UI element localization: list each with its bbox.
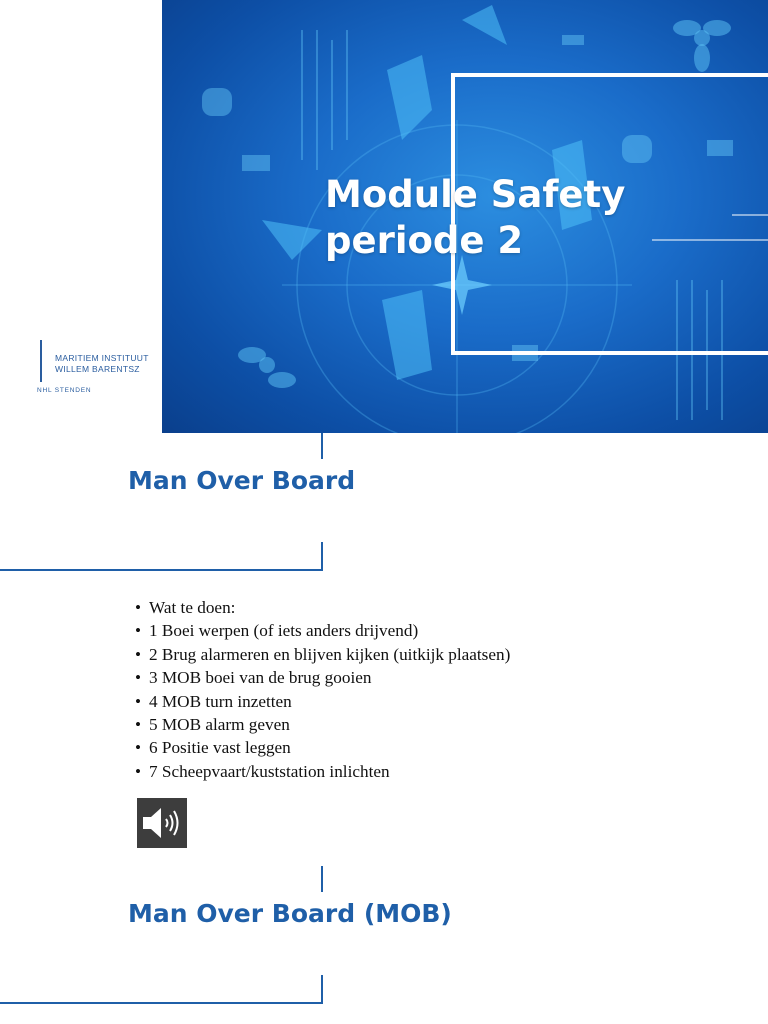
list-item-text: 6 Positie vast leggen bbox=[149, 738, 291, 758]
list-item-text: 4 MOB turn inzetten bbox=[149, 691, 292, 711]
divider-line bbox=[321, 433, 323, 459]
audio-button[interactable] bbox=[137, 798, 187, 848]
list-item: • 7 Scheepvaart/kuststation inlichten bbox=[135, 761, 390, 781]
list-item-text: 7 Scheepvaart/kuststation inlichten bbox=[149, 761, 390, 781]
divider-line bbox=[0, 569, 323, 571]
logo-bar bbox=[40, 340, 42, 382]
divider-line bbox=[321, 542, 323, 570]
list-item-text: Wat te doen: bbox=[149, 598, 236, 617]
logo-line-2: WILLEM BARENTSZ bbox=[55, 364, 140, 374]
section-title: Man Over Board (MOB) bbox=[128, 899, 452, 928]
list-item-text: 5 MOB alarm geven bbox=[149, 715, 290, 735]
divider-line bbox=[321, 975, 323, 1003]
divider-line bbox=[0, 1002, 323, 1004]
speaker-icon bbox=[137, 798, 187, 848]
list-item: • Wat te doen: bbox=[135, 598, 236, 617]
list-item: • 1 Boei werpen (of iets anders drijvend) bbox=[135, 621, 419, 641]
divider-line bbox=[321, 866, 323, 892]
section-header-2 bbox=[0, 866, 768, 1006]
list-item: • 5 MOB alarm geven bbox=[135, 715, 290, 735]
list-item: • 3 MOB boei van de brug gooien bbox=[135, 668, 372, 688]
hero-illustration bbox=[162, 0, 768, 433]
list-item-text: 2 Brug alarmeren en blijven kijken (uitkijk plaatsen) bbox=[149, 644, 511, 664]
section-header-1 bbox=[0, 433, 768, 573]
list-item-text: 1 Boei werpen (of iets anders drijvend) bbox=[149, 621, 419, 641]
title-slide bbox=[0, 0, 768, 433]
bullet-list bbox=[135, 596, 735, 783]
list-item: • 2 Brug alarmeren en blijven kijken (uitkijk plaatsen) bbox=[135, 644, 511, 664]
section-title: Man Over Board bbox=[128, 466, 356, 495]
logo-line-1: MARITIEM INSTITUUT bbox=[55, 353, 149, 363]
logo-subtitle: NHL STENDEN bbox=[37, 387, 92, 394]
list-item: • 6 Positie vast leggen bbox=[135, 738, 291, 758]
slide-title: Module Safety periode 2 bbox=[325, 173, 626, 262]
list-item-text: 3 MOB boei van de brug gooien bbox=[149, 668, 372, 688]
list-item: • 4 MOB turn inzetten bbox=[135, 691, 292, 711]
